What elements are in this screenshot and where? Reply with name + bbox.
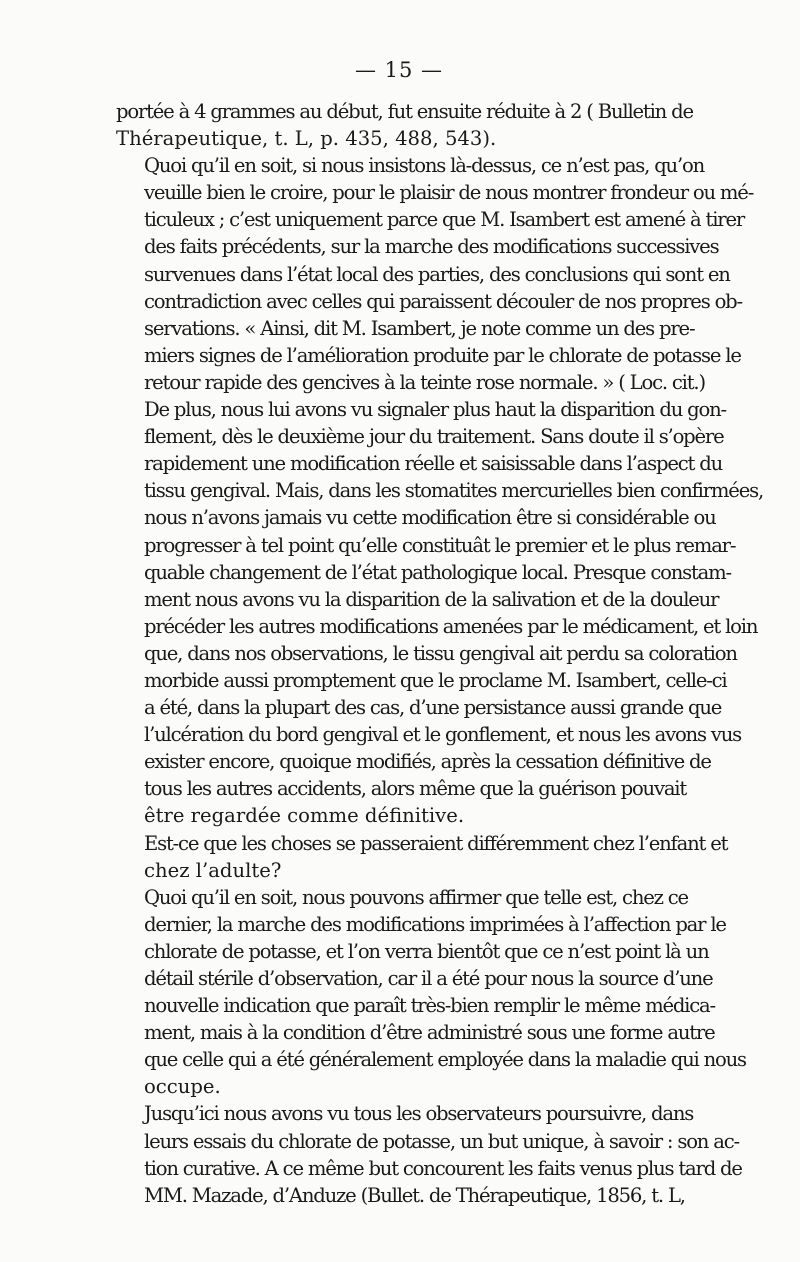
- text-line: tous les autres accidents, alors même que la guérison pouvait: [144, 777, 687, 801]
- text-line: que celle qui a été généralement employée dans la maladie qui nous: [144, 1048, 746, 1072]
- page-number: — 15 —: [354, 58, 444, 82]
- document-page: [116, 56, 763, 1209]
- text-line: dernier, la marche des modifications imprimées à l’affection par le: [144, 912, 726, 936]
- text-line: Thérapeutique, t. L, p. 435, 488, 543).: [116, 127, 497, 151]
- text-line: portée à 4 grammes au début, fut ensuite réduite à 2 ( Bulletin de: [116, 100, 693, 123]
- paragraph: [116, 152, 763, 829]
- paragraph: [116, 830, 728, 884]
- text-line: contradiction avec celles qui paraissent découler de nos propres ob-: [144, 289, 742, 313]
- text-line: Quoi qu’il en soit, nous pouvons affirmer que telle est, chez ce: [144, 885, 688, 909]
- text-line: exister encore, quoique modifiés, après la cessation définitive de: [144, 750, 711, 774]
- text-line: rapidement une modification réelle et saisissable dans l’aspect du: [144, 452, 722, 476]
- text-line: flement, dès le deuxième jour du traitement. Sans doute il s’opère: [144, 425, 724, 449]
- text-line: survenues dans l’état local des parties, des conclusions qui sont en: [144, 262, 730, 286]
- text-line: précéder les autres modifications amenées par le médicament, et loin: [144, 614, 758, 638]
- text-line: nous n’avons jamais vu cette modification être si considérable ou: [144, 506, 716, 530]
- text-line: ticuleux ; c’est uniquement parce que M. Isambert est amené à tirer: [144, 208, 745, 232]
- text-line: MM. Mazade, d’Anduze (Bullet. de Thérapeutique, 1856, t. L,: [144, 1183, 685, 1207]
- text-line: Est-ce que les choses se passeraient différemment chez l’enfant et: [144, 831, 728, 855]
- text-line: détail stérile d’observation, car il a été pour nous la source d’une: [144, 967, 713, 990]
- text-line: ment, mais à la condition d’être administré sous une forme autre: [144, 1021, 715, 1045]
- text-line: retour rapide des gencives à la teinte rose normale. » ( Loc. cit.): [144, 370, 705, 394]
- text-line: progresser à tel point qu’elle constituât le premier et le plus remar-: [144, 533, 736, 557]
- text-line: occupe.: [144, 1075, 221, 1099]
- text-line: des faits précédents, sur la marche des modifications successives: [144, 235, 719, 259]
- text-line: leurs essais du chlorate de potasse, un but unique, à savoir : son ac-: [144, 1129, 739, 1153]
- text-line: que, dans nos observations, le tissu gengival ait perdu sa coloration: [144, 641, 737, 665]
- text-line: a été, dans la plupart des cas, d’une persistance aussi grande que: [144, 696, 722, 720]
- text-line: l’ulcération du bord gengival et le gonflement, et nous les avons vus: [144, 723, 742, 747]
- text-line: De plus, nous lui avons vu signaler plus haut la disparition du gon-: [144, 398, 726, 422]
- text-line: chlorate de potasse, et l’on verra bientôt que ce n’est point là un: [144, 939, 709, 963]
- body-text: [116, 98, 763, 1209]
- paragraph: [116, 98, 693, 152]
- text-line: Jusqu’ici nous avons vu tous les observateurs poursuivre, dans: [144, 1102, 694, 1126]
- paragraph: [116, 884, 746, 1101]
- text-line: tion curative. A ce même but concourent les faits venus plus tard de: [144, 1156, 742, 1180]
- text-line: quable changement de l’état pathologique local. Presque constam-: [144, 560, 731, 584]
- text-line: nouvelle indication que paraît très-bien remplir le même médica-: [144, 994, 715, 1018]
- paragraph: [116, 1100, 742, 1208]
- text-line: miers signes de l’amélioration produite par le chlorate de potasse le: [144, 343, 741, 367]
- text-line: morbide aussi promptement que le proclame M. Isambert, celle-ci: [144, 668, 727, 692]
- text-line: Quoi qu’il en soit, si nous insistons là-dessus, ce n’est pas, qu’on: [144, 154, 705, 178]
- text-line: être regardée comme définitive.: [144, 804, 465, 828]
- text-line: chez l’adulte?: [144, 858, 282, 882]
- text-line: servations. « Ainsi, dit M. Isambert, je note comme un des pre-: [144, 316, 695, 340]
- text-line: tissu gengival. Mais, dans les stomatites mercurielles bien confirmées,: [144, 479, 763, 503]
- text-line: veuille bien le croire, pour le plaisir de nous montrer frondeur ou mé-: [144, 181, 754, 205]
- text-line: ment nous avons vu la disparition de la salivation et de la douleur: [144, 587, 719, 611]
